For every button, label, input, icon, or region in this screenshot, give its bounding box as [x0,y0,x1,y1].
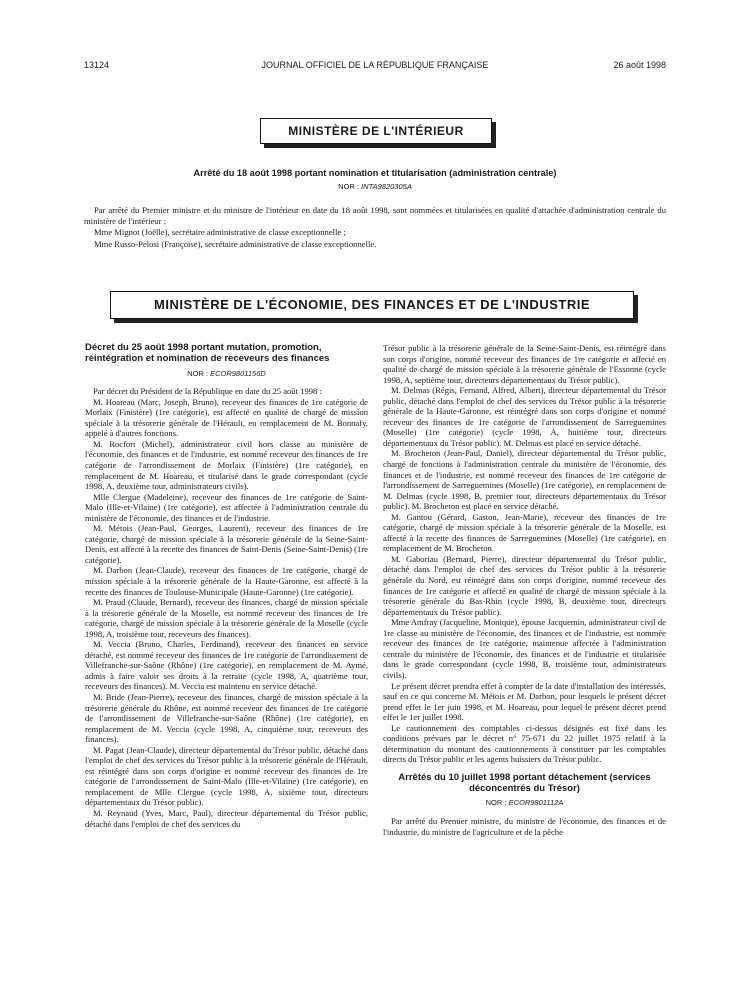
paragraph: M. Rocfort (Michel), administrateur civil hors classe au ministère de l'économie, des finances et de l'industrie, est nommé receveur des finances de 1re catégorie de l'arrondissement de Morlaix (Finistère) (1re catégorie), en remplacement de M. Hoareau, et titularisé dans le grade correspondant (cycle 1998, A, deuxième tour, administrateurs civils). [85,438,368,492]
paragraph: Par arrêté du Premier ministre, du ministre de l'économie, des finances et de l'industrie, du ministre de l'agriculture et de la pêche [383,816,666,837]
paragraph: M. Gantou (Gérard, Gaston, Jean-Marie), receveur des finances de 1re catégorie, chargé de mission spéciale à la trésorerie générale de la Moselle, est affecté à la recette des finances de Sarreguemines (Moselle) (1re catégorie), en remplacement de M. Brocheton. [383,511,666,554]
paragraph: Mme Russo-Pelosi (Françoise), secrétaire administrative de classe exceptionnelle. [94,238,377,249]
paragraph: M. Bride (Jean-Pierre), receveur des finances, chargé de mission spéciale à la trésorerie générale du Rhône, est nommé receveur des finances de 1re catégorie de l'arrondissement de Villefranche-sur-Saône (Rhône) (1re catégorie), en remplacement de M. Veccia (cycle 1998, A, cinquième tour, receveurs des finances). [85,692,368,745]
decree-title-interior: Arrêté du 18 août 1998 portant nomination et titularisation (administration centrale) [193,168,557,178]
decree-title-detachment: Arrêtés du 10 juillet 1998 portant détachement (services déconcentrés du Trésor) [398,771,651,794]
page-header [84,60,666,74]
ministry-interior-heading: MINISTÈRE DE L'INTÉRIEUR [260,118,492,144]
paragraph: M. Brocheton (Jean-Paul, Daniel), directeur départemental du Trésor public, chargé de fonctions à l'administration centrale du ministère de l'économie, des finances et de l'industrie, est nommé receveur des finances de 1re catégorie de l'arrondissement de Sarreguemines (Moselle) (1re catégorie), en remplacement de M. Delmas (cycle 1998, B, premier tour, directeurs départementaux du Trésor public). M. Brocheton est placé en service détaché. [383,448,666,512]
paragraph: M. Pagat (Jean-Claude), directeur départemental du Trésor public, détaché dans l'emploi de chef des services du Trésor public à la trésorerie générale de l'Hérault, est réintégré dans son corps d'origine et nommé receveur des finances de 1re catégorie de l'arrondissement de Saint-Malo (Ille-et-Vilaine) (1re catégorie), en remplacement de Mlle Clergue (cycle 1998, A, sixième tour, directeurs départementaux du Trésor public). [85,744,368,808]
paragraph: M. Darbon (Jean-Claude), receveur des finances de 1re catégorie, chargé de mission spéciale à la trésorerie générale de la Haute-Garonne, est affecté à la recette des finances de Toulouse-Municipale (Haute-Garonne) (1re catégorie). [85,565,368,597]
nor-label: NOR : [338,182,359,191]
paragraph: Trésor public à la trésorerie générale de la Seine-Saint-Denis, est réintégré dans son corps d'origine, nommé receveur des finances de 1re catégorie et affecté en qualité de chargé de mission spéciale à la trésorerie générale de l'Essonne (cycle 1998, A, septième tour, directeurs départementaux du Trésor public). [383,343,666,385]
paragraph: M. Hoareau (Marc, Joseph, Bruno), receveur des finances de 1re catégorie de Morlaix (Finistère) (1re catégorie), est affecté en qualité de chargé de mission spéciale à la trésorerie générale de l'Hérault, en remplacement de M. Bonnafy, appelé à d'autres fonctions. [85,396,368,439]
paragraph: M. Métois (Jean-Paul, Georges, Laurent), receveur des finances de 1re catégorie, chargé de mission spéciale à la trésorerie générale de la Seine-Saint-Denis, est affecté à la recette des finances de Saint-Denis (Seine-Saint-Denis) (1re catégorie). [85,523,368,565]
interior-decree-body [84,205,666,250]
nor-code: ECOR9801112A [508,798,564,808]
paragraph: M. Delmas (Régis, Fernand, Alfred, Albert), directeur départemental du Trésor public, détaché dans l'emploi de chef des services du Trésor public à la trésorerie générale de la Haute-Garonne, est réintégré dans son corps d'origine et nommé receveur des finances de 1re catégorie de l'arrondissement de Sarreguemines (Moselle) (1re catégorie) (cycle 1998, A, huitième tour, directeurs départementaux du Trésor public). M. Delmas est placé en service détaché. [383,385,666,448]
nor-label: NOR : [485,798,507,808]
paragraph: Par arrêté du Premier ministre et du ministre de l'intérieur en date du 18 août 1998, sont nommées et titularisées en qualité d'attachée d'administration centrale du ministère de l'intérieur : [84,205,666,227]
right-column [383,343,666,837]
journal-title: JOURNAL OFFICIEL DE LA RÉPUBLIQUE FRANÇAISE [261,60,489,70]
page-number: 13124 [84,60,110,70]
paragraph: M. Gaboriau (Bernard, Pierre), directeur départemental du Trésor public, détaché dans l'emploi de chef des services du Trésor public à la trésorerie générale du Nord, est réintégré dans son corps d'origine, nommé receveur des finances de 1re catégorie et affecté en qualité de chargé de mission spéciale à la trésorerie générale du Bas-Rhin (cycle 1998, B, deuxième tour, directeurs départementaux du Trésor public). [383,553,666,617]
paragraph: Par décret du Président de la République en date du 25 août 1998 : [93,386,322,397]
paragraph: Le présent décret prendra effet à compter de la date d'installation des intéressés, sauf en ce qui concerne M. Métois et M. Darbon, pour lesquels le présent décret prend effet le 1er juin 1998, et M. Hoareau, pour lequel le présent décret prend effet le 1er juillet 1998. [383,680,666,723]
nor-label: NOR : [187,368,208,378]
paragraph: M. Veccia (Bruno, Charles, Ferdinand), receveur des finances en service détaché, est nommé receveur des finances de 1re catégorie de l'arrondissement de Villefranche-sur-Saône (Rhône) (1re catégorie), en remplacement de M. Aymé, admis à faire valoir ses droits à la retraite (cycle 1998, A, quatrième tour, receveurs des finances). M. Veccia est maintenu en service détaché. [85,639,368,692]
nor-reference-detachment [383,798,666,809]
ministry-economy-heading: MINISTÈRE DE L'ÉCONOMIE, DES FINANCES ET DE L'INDUSTRIE [110,291,634,319]
nor-reference-finance [85,369,368,380]
paragraph: Mme Mignot (Joëlle), secrétaire administrative de classe exceptionnelle ; [94,227,346,238]
nor-reference-interior [84,182,666,191]
nor-code: INTA9820305A [361,182,412,191]
paragraph: M. Reynaud (Yves, Marc, Paul), directeur départemental du Trésor public, détaché dans l'emploi de chef des services du [85,808,368,829]
paragraph: M. Praud (Claude, Bernard), receveur des finances, chargé de mission spéciale à la trésorerie générale de la Moselle, est nommé receveur des finances de 1re catégorie, chargé de mission spéciale à la trésorerie générale de la Moselle (cycle 1998, A, troisième tour, receveurs des finances). [85,597,368,639]
paragraph: Mlle Clergue (Madeleine), receveur des finances de 1re catégorie de Saint-Malo (Ille-et-Vilaine) (1re catégorie), est affectée à l'administration centrale du ministère de l'économie, des finances et de l'industrie. [85,491,368,523]
paragraph: Mme Amfray (Jacqueline, Monique), épouse Jacquemin, administrateur civil de 1re classe au ministère de l'économie, des finances et de l'industrie, est nommée receveur des finances de 1re catégorie, maintenue affectée à l'administration centrale du ministère de l'économie, des finances et de l'industrie et titularisée dans le grade correspondant (cycle 1998, B, troisième tour, administrateurs civils). [383,617,666,680]
issue-date: 26 août 1998 [613,60,666,70]
decree-title-finance: Décret du 25 août 1998 portant mutation, promotion, réintégration et nomination de receveurs des finances [85,342,330,364]
left-column [85,343,368,829]
nor-code: ECOR9801156D [210,368,266,378]
paragraph: Le cautionnement des comptables ci-dessus désignés est fixé dans les conditions prévues par le décret n° 75-671 du 22 juillet 1975 relatif à la détermination du montant des cautionnements à constituer par les comptables directs du Trésor public et les agents huissiers du Trésor public. [383,722,666,765]
